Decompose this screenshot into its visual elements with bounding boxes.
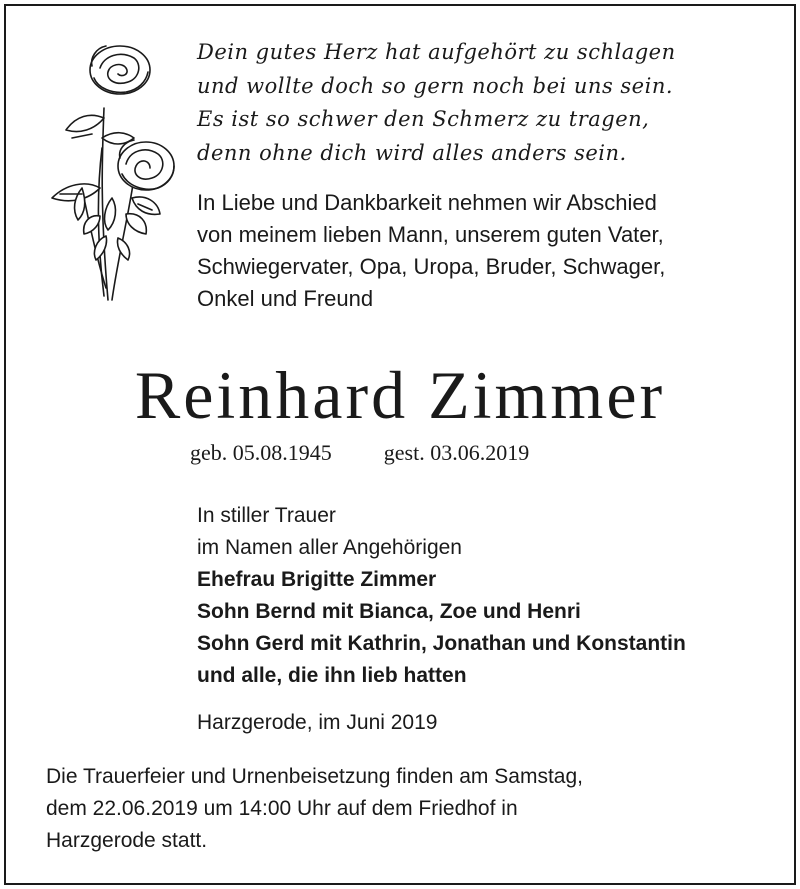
family-member: Sohn Gerd mit Kathrin, Jonathan und Konstantin — [197, 632, 686, 655]
funeral-line: Harzgerode statt. — [46, 829, 208, 852]
deceased-name: Reinhard Zimmer — [134, 357, 666, 433]
mourning-line: In stiller Trauer — [197, 504, 336, 527]
intro-line: In Liebe und Dankbarkeit nehmen wir Abschied — [197, 190, 657, 215]
death-date: gest. 03.06.2019 — [383, 440, 530, 465]
intro-line: Onkel und Freund — [197, 286, 374, 311]
intro-line: von meinem lieben Mann, unserem guten Vater, — [197, 222, 664, 247]
family-member: Ehefrau Brigitte Zimmer — [197, 568, 437, 591]
family-member: Sohn Bernd mit Bianca, Zoe und Henri — [197, 600, 581, 623]
verse-line: und wollte doch so gern noch bei uns sein. — [197, 73, 674, 98]
verse-line: Dein gutes Herz hat aufgehört zu schlagen — [197, 40, 676, 64]
roses-illustration-icon — [42, 38, 177, 303]
verse — [197, 36, 676, 170]
funeral-line: dem 22.06.2019 um 14:00 Uhr auf dem Friedhof in — [46, 797, 518, 820]
farewell-intro — [197, 187, 665, 315]
birth-date: geb. 05.08.1945 — [190, 440, 332, 465]
mourning-line: im Namen aller Angehörigen — [197, 536, 462, 559]
life-dates — [190, 438, 581, 468]
family-member: und alle, die ihn lieb hatten — [197, 664, 467, 687]
intro-line: Schwiegervater, Opa, Uropa, Bruder, Schwager, — [197, 254, 666, 279]
verse-line: denn ohne dich wird alles anders sein. — [197, 140, 627, 165]
funeral-line: Die Trauerfeier und Urnenbeisetzung finden am Samstag, — [46, 765, 583, 788]
place-date: Harzgerode, im Juni 2019 — [197, 711, 438, 734]
funeral-notice — [46, 761, 583, 857]
mourners-list — [197, 500, 686, 692]
verse-line: Es ist so schwer den Schmerz zu tragen, — [197, 107, 650, 131]
